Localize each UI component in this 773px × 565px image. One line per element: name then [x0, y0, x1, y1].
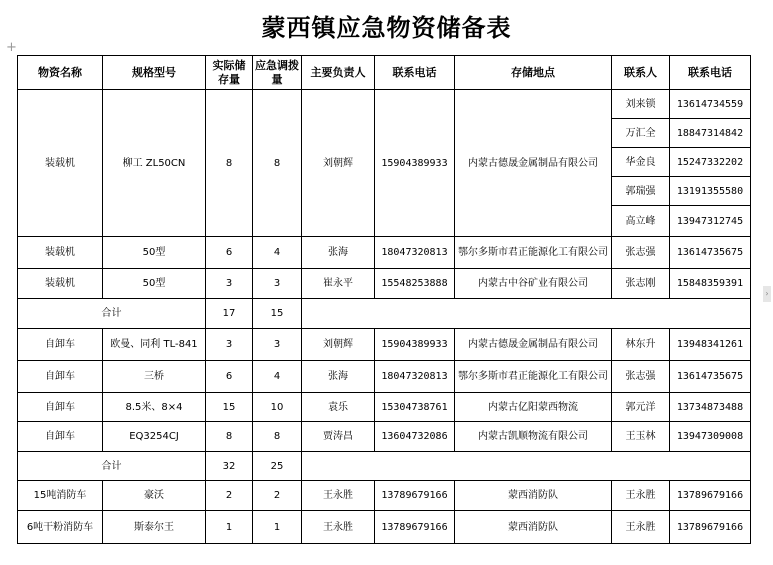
cell-location: 鄂尔多斯市君正能源化工有限公司 [455, 361, 612, 393]
cell-manager: 崔永平 [302, 269, 375, 299]
cell-actual: 15 [206, 393, 253, 422]
cell-contact: 郭瑞强 [612, 177, 670, 206]
cell-spec: 三桥 [103, 361, 206, 393]
cell-contact: 王玉林 [612, 422, 670, 452]
cell-actual: 2 [206, 481, 253, 511]
cell-location: 内蒙古德晟金属制品有限公司 [455, 329, 612, 361]
header-contact-phone: 联系电话 [670, 56, 751, 90]
cell-location: 蒙西消防队 [455, 481, 612, 511]
table-row [18, 511, 751, 544]
header-location: 存储地点 [455, 56, 612, 90]
table-row [18, 361, 751, 393]
cell-manager-phone: 13789679166 [375, 511, 455, 544]
cell-dispatch: 3 [253, 269, 302, 299]
cell-name: 装载机 [18, 90, 103, 237]
header-actual: 实际储存量 [206, 56, 253, 90]
header-spec: 规格型号 [103, 56, 206, 90]
cell-contact: 华金良 [612, 148, 670, 177]
cell-contact: 张志强 [612, 361, 670, 393]
cell-actual: 1 [206, 511, 253, 544]
cell-location: 内蒙古中谷矿业有限公司 [455, 269, 612, 299]
cell-contact: 张志刚 [612, 269, 670, 299]
cell-name: 装载机 [18, 237, 103, 269]
table-row [18, 90, 751, 119]
cell-contact-phone: 13614735675 [670, 237, 751, 269]
subtotal-actual: 17 [206, 299, 253, 329]
cell-location: 内蒙古凯顺物流有限公司 [455, 422, 612, 452]
cell-manager-phone: 13789679166 [375, 481, 455, 511]
cell-spec: 柳工 ZL50CN [103, 90, 206, 237]
cell-actual: 8 [206, 90, 253, 237]
cell-contact-phone: 13948341261 [670, 329, 751, 361]
cell-dispatch: 4 [253, 237, 302, 269]
cell-contact-phone: 13191355580 [670, 177, 751, 206]
table-row [18, 422, 751, 452]
cell-location: 内蒙古亿阳蒙西物流 [455, 393, 612, 422]
cell-manager-phone: 18047320813 [375, 361, 455, 393]
cell-location: 蒙西消防队 [455, 511, 612, 544]
cell-actual: 6 [206, 237, 253, 269]
cell-spec: 8.5米、8×4 [103, 393, 206, 422]
emergency-stock-table [17, 55, 751, 544]
cell-manager-phone: 15548253888 [375, 269, 455, 299]
cell-manager: 刘朝辉 [302, 90, 375, 237]
cell-manager-phone: 15304738761 [375, 393, 455, 422]
subtotal-actual: 32 [206, 452, 253, 481]
cell-contact-phone: 15247332202 [670, 148, 751, 177]
cell-manager: 刘朝辉 [302, 329, 375, 361]
cell-location: 内蒙古德晟金属制品有限公司 [455, 90, 612, 237]
cell-contact-phone: 13614735675 [670, 361, 751, 393]
cell-dispatch: 3 [253, 329, 302, 361]
header-manager: 主要负责人 [302, 56, 375, 90]
header-dispatch: 应急调拨量 [253, 56, 302, 90]
cell-spec: 斯泰尔王 [103, 511, 206, 544]
header-row [18, 56, 751, 90]
cell-dispatch: 8 [253, 90, 302, 237]
cell-actual: 3 [206, 269, 253, 299]
table-move-handle-icon[interactable]: + [6, 40, 17, 55]
scroll-arrow-icon[interactable]: › [763, 286, 771, 302]
subtotal-blank [302, 299, 751, 329]
cell-manager-phone: 13604732086 [375, 422, 455, 452]
cell-name: 自卸车 [18, 361, 103, 393]
cell-contact: 王永胜 [612, 481, 670, 511]
cell-dispatch: 4 [253, 361, 302, 393]
cell-manager: 贾涛昌 [302, 422, 375, 452]
cell-contact-phone: 13789679166 [670, 481, 751, 511]
cell-dispatch: 2 [253, 481, 302, 511]
cell-spec: 欧曼、同利 TL-841 [103, 329, 206, 361]
cell-spec: 50型 [103, 237, 206, 269]
subtotal-label: 合计 [18, 452, 206, 481]
cell-contact: 万汇全 [612, 119, 670, 148]
cell-contact: 张志强 [612, 237, 670, 269]
cell-contact: 林东升 [612, 329, 670, 361]
cell-manager: 张海 [302, 361, 375, 393]
subtotal-dispatch: 25 [253, 452, 302, 481]
cell-location: 鄂尔多斯市君正能源化工有限公司 [455, 237, 612, 269]
header-name: 物资名称 [18, 56, 103, 90]
cell-manager: 王永胜 [302, 481, 375, 511]
page-title: 蒙西镇应急物资储备表 [261, 14, 512, 42]
cell-name: 自卸车 [18, 422, 103, 452]
subtotal-label: 合计 [18, 299, 206, 329]
subtotal-row [18, 299, 751, 329]
table-row [18, 237, 751, 269]
cell-dispatch: 1 [253, 511, 302, 544]
table-row [18, 329, 751, 361]
table-row [18, 393, 751, 422]
cell-manager-phone: 15904389933 [375, 329, 455, 361]
cell-dispatch: 8 [253, 422, 302, 452]
header-contact: 联系人 [612, 56, 670, 90]
cell-manager: 张海 [302, 237, 375, 269]
cell-contact-phone: 18847314842 [670, 119, 751, 148]
cell-contact: 郭元洋 [612, 393, 670, 422]
cell-spec: EQ3254CJ [103, 422, 206, 452]
subtotal-blank [302, 452, 751, 481]
cell-manager-phone: 18047320813 [375, 237, 455, 269]
cell-contact-phone: 13734873488 [670, 393, 751, 422]
cell-contact-phone: 13614734559 [670, 90, 751, 119]
cell-name: 装载机 [18, 269, 103, 299]
cell-name: 6吨干粉消防车 [18, 511, 103, 544]
cell-manager: 王永胜 [302, 511, 375, 544]
cell-actual: 3 [206, 329, 253, 361]
header-manager-phone: 联系电话 [375, 56, 455, 90]
cell-manager: 袁乐 [302, 393, 375, 422]
cell-actual: 6 [206, 361, 253, 393]
cell-dispatch: 10 [253, 393, 302, 422]
subtotal-dispatch: 15 [253, 299, 302, 329]
table-row [18, 269, 751, 299]
cell-contact-phone: 13947309008 [670, 422, 751, 452]
subtotal-row [18, 452, 751, 481]
cell-name: 15吨消防车 [18, 481, 103, 511]
cell-name: 自卸车 [18, 329, 103, 361]
cell-contact-phone: 13947312745 [670, 206, 751, 237]
cell-contact-phone: 15848359391 [670, 269, 751, 299]
cell-contact: 王永胜 [612, 511, 670, 544]
cell-name: 自卸车 [18, 393, 103, 422]
cell-actual: 8 [206, 422, 253, 452]
table-row [18, 481, 751, 511]
cell-contact-phone: 13789679166 [670, 511, 751, 544]
cell-manager-phone: 15904389933 [375, 90, 455, 237]
cell-contact: 刘来锁 [612, 90, 670, 119]
cell-spec: 豪沃 [103, 481, 206, 511]
cell-contact: 高立峰 [612, 206, 670, 237]
cell-spec: 50型 [103, 269, 206, 299]
